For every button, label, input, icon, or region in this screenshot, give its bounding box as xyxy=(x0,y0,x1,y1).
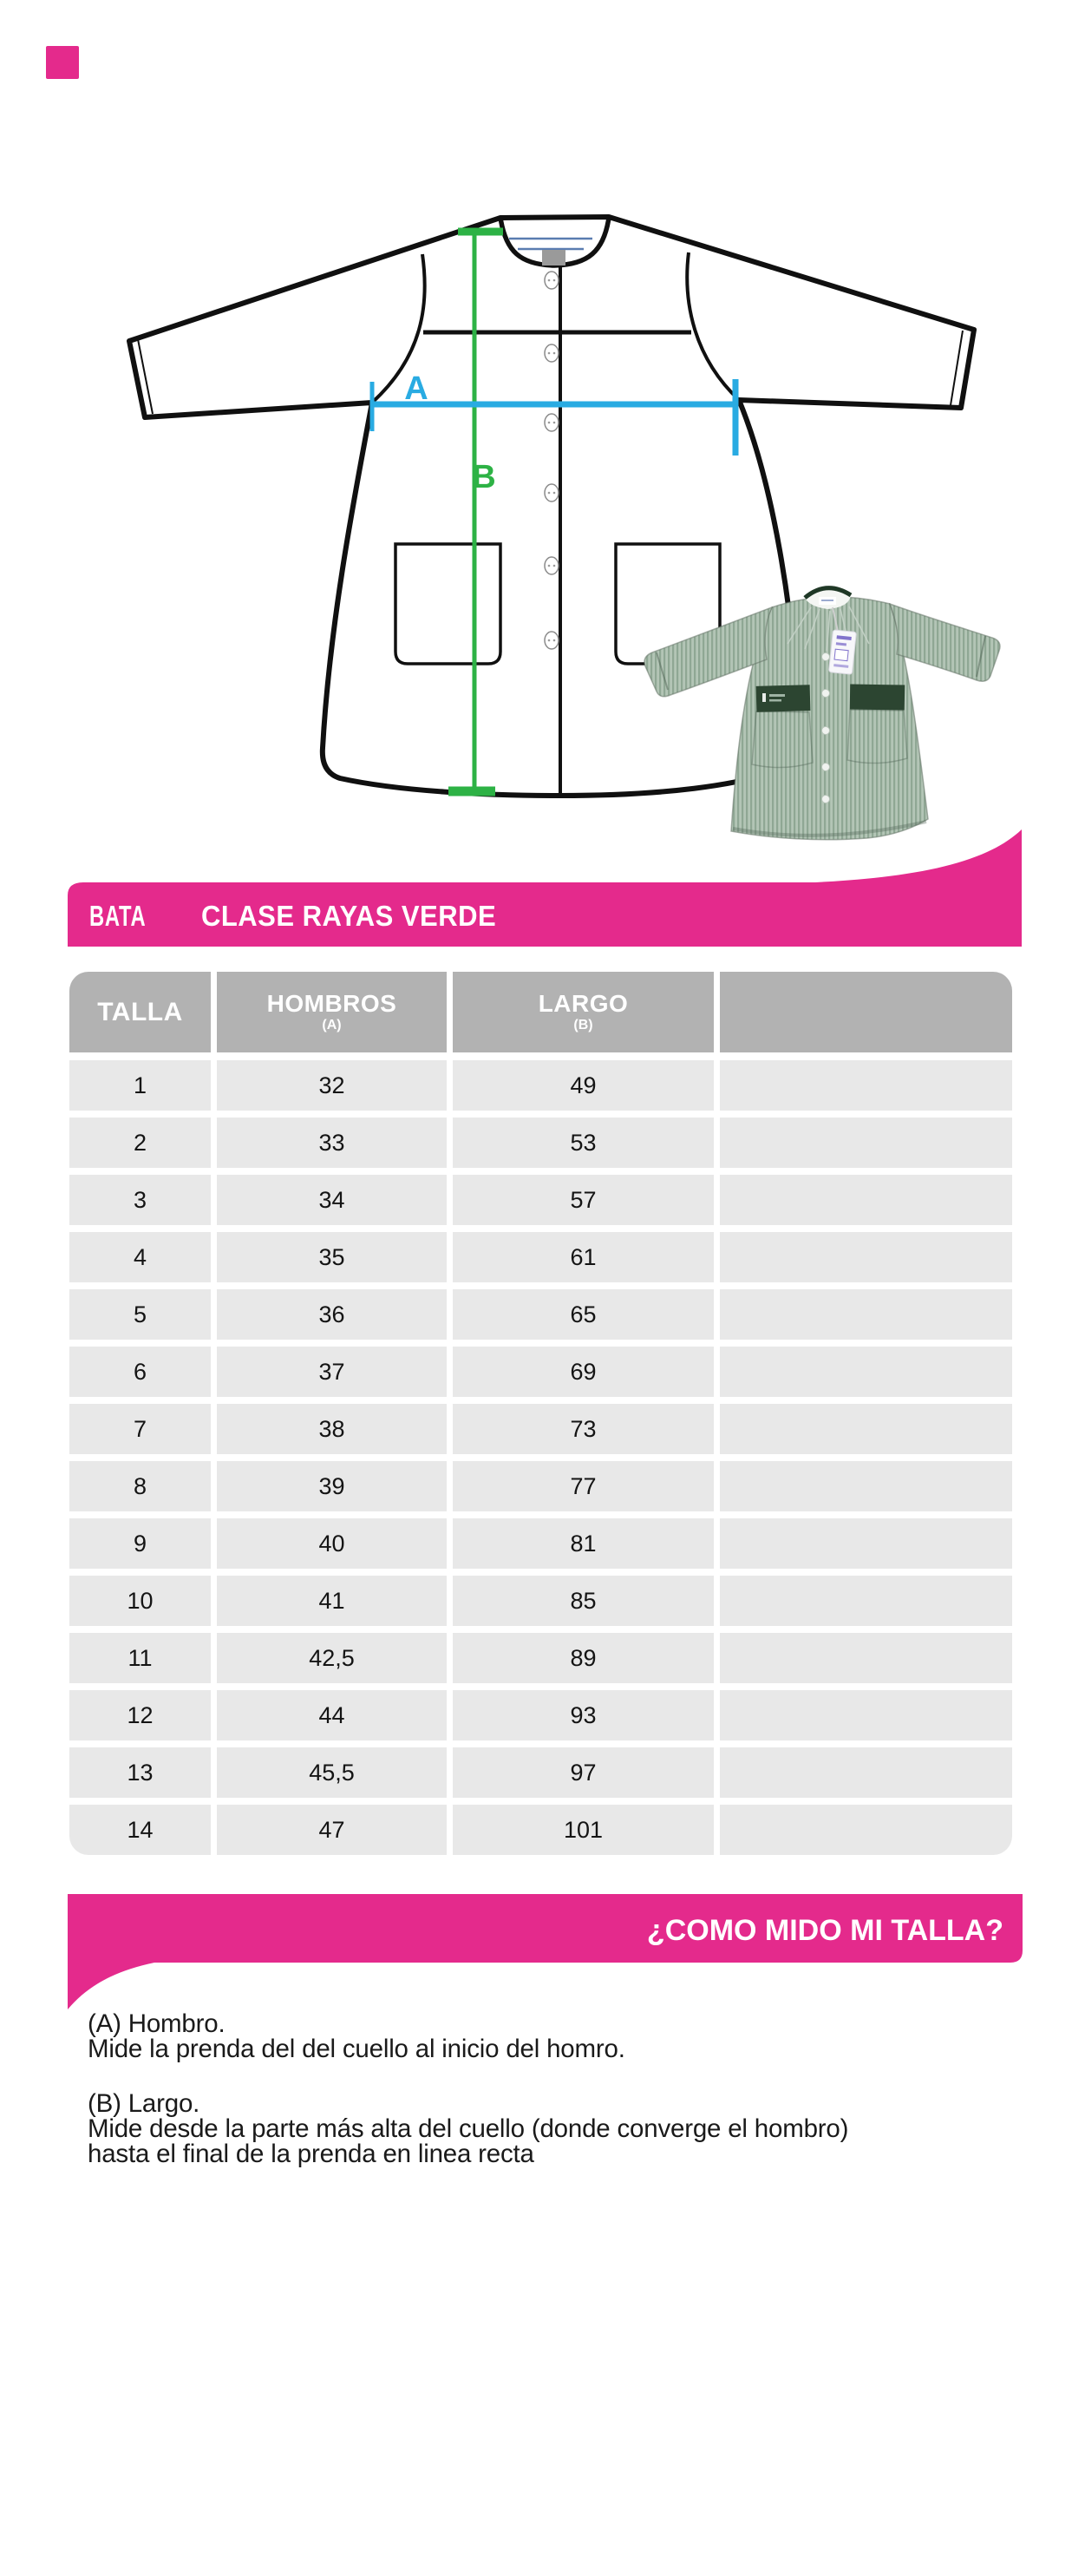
size-cell-empty xyxy=(720,1232,1012,1282)
size-cell: 93 xyxy=(453,1690,714,1740)
size-cell: 38 xyxy=(217,1404,447,1454)
size-cell-empty xyxy=(720,1175,1012,1225)
product-photo xyxy=(644,588,1000,840)
size-cell: 35 xyxy=(217,1232,447,1282)
size-cell: 69 xyxy=(453,1347,714,1397)
size-cell: 3 xyxy=(69,1175,211,1225)
note-largo-text-1: Mide desde la parte más alta del cuello (donde converge el hombro) xyxy=(88,2114,849,2143)
size-cell: 36 xyxy=(217,1289,447,1340)
buttons xyxy=(545,272,559,649)
measuring-notes xyxy=(88,2011,848,2166)
photo-right-pocket-band xyxy=(850,684,905,710)
size-cell-empty xyxy=(720,1576,1012,1626)
size-cell: 53 xyxy=(453,1118,714,1168)
header-talla xyxy=(69,972,211,1052)
size-cell-empty xyxy=(720,1404,1012,1454)
size-cell: 65 xyxy=(453,1289,714,1340)
size-cell: 32 xyxy=(217,1060,447,1111)
size-cell-empty xyxy=(720,1289,1012,1340)
garment-measurement-diagram xyxy=(0,0,1085,876)
size-cell: 47 xyxy=(217,1805,447,1855)
size-cell: 37 xyxy=(217,1347,447,1397)
size-cell: 4 xyxy=(69,1232,211,1282)
measure-a-label: A xyxy=(404,370,428,407)
header-largo-sub: (B) xyxy=(573,1018,593,1032)
section-banner-product xyxy=(0,824,1085,950)
size-cell-empty xyxy=(720,1118,1012,1168)
size-cell-empty xyxy=(720,1461,1012,1511)
measure-b-label: B xyxy=(472,459,496,495)
product-variant: CLASE RAYAS VERDE xyxy=(201,900,497,932)
header-talla-label: TALLA xyxy=(97,997,183,1026)
size-cell: 44 xyxy=(217,1690,447,1740)
size-cell: 14 xyxy=(69,1805,211,1855)
photo-hang-tag xyxy=(828,630,856,675)
size-cell: 11 xyxy=(69,1633,211,1683)
size-cell: 42,5 xyxy=(217,1633,447,1683)
header-largo-label: LARGO xyxy=(538,990,629,1017)
size-cell: 101 xyxy=(453,1805,714,1855)
note-largo-heading: (B) Largo. xyxy=(88,2089,200,2118)
size-cell: 2 xyxy=(69,1118,211,1168)
size-cell: 45,5 xyxy=(217,1747,447,1798)
size-cell: 41 xyxy=(217,1576,447,1626)
note-hombro-heading: (A) Hombro. xyxy=(88,2009,225,2038)
size-cell-empty xyxy=(720,1518,1012,1569)
size-cell: 49 xyxy=(453,1060,714,1111)
size-cell: 9 xyxy=(69,1518,211,1569)
header-hombros xyxy=(217,972,447,1052)
size-cell: 39 xyxy=(217,1461,447,1511)
right-front-seam xyxy=(687,252,739,400)
size-cell: 13 xyxy=(69,1747,211,1798)
size-cell-empty xyxy=(720,1690,1012,1740)
size-cell-empty xyxy=(720,1747,1012,1798)
size-cell: 10 xyxy=(69,1576,211,1626)
measure-b-line xyxy=(448,232,503,791)
size-cell: 5 xyxy=(69,1289,211,1340)
left-pocket xyxy=(395,544,500,664)
product-name: BATA xyxy=(89,900,147,932)
size-cell: 61 xyxy=(453,1232,714,1282)
size-cell-empty xyxy=(720,1633,1012,1683)
size-cell: 6 xyxy=(69,1347,211,1397)
size-cell: 8 xyxy=(69,1461,211,1511)
collar-label xyxy=(542,250,565,265)
size-table-header xyxy=(69,972,1012,1052)
photo-right-pocket xyxy=(847,710,907,764)
header-hombros-sub: (A) xyxy=(322,1018,342,1032)
photo-left-pocket xyxy=(752,711,813,768)
header-hombros-label: HOMBROS xyxy=(266,990,397,1017)
size-cell: 77 xyxy=(453,1461,714,1511)
size-cell-empty xyxy=(720,1060,1012,1111)
size-cell: 34 xyxy=(217,1175,447,1225)
size-cell: 89 xyxy=(453,1633,714,1683)
size-cell-empty xyxy=(720,1347,1012,1397)
header-empty xyxy=(720,972,1012,1052)
size-cell: 33 xyxy=(217,1118,447,1168)
note-largo xyxy=(88,2091,848,2166)
size-cell: 7 xyxy=(69,1404,211,1454)
size-cell: 97 xyxy=(453,1747,714,1798)
size-cell: 81 xyxy=(453,1518,714,1569)
header-largo xyxy=(453,972,714,1052)
howto-title: ¿COMO MIDO MI TALLA? xyxy=(646,1914,1003,1947)
size-cell: 85 xyxy=(453,1576,714,1626)
size-cell: 12 xyxy=(69,1690,211,1740)
size-table-body xyxy=(69,1060,1012,1855)
size-cell: 1 xyxy=(69,1060,211,1111)
section-banner-howto xyxy=(0,1874,1085,2022)
note-largo-text-2: hasta el final de la prenda en linea recta xyxy=(88,2140,534,2168)
size-cell: 40 xyxy=(217,1518,447,1569)
size-cell: 57 xyxy=(453,1175,714,1225)
size-cell-empty xyxy=(720,1805,1012,1855)
size-cell: 73 xyxy=(453,1404,714,1454)
note-hombro xyxy=(88,2011,848,2061)
note-hombro-text: Mide la prenda del del cuello al inicio del homro. xyxy=(88,2035,625,2063)
